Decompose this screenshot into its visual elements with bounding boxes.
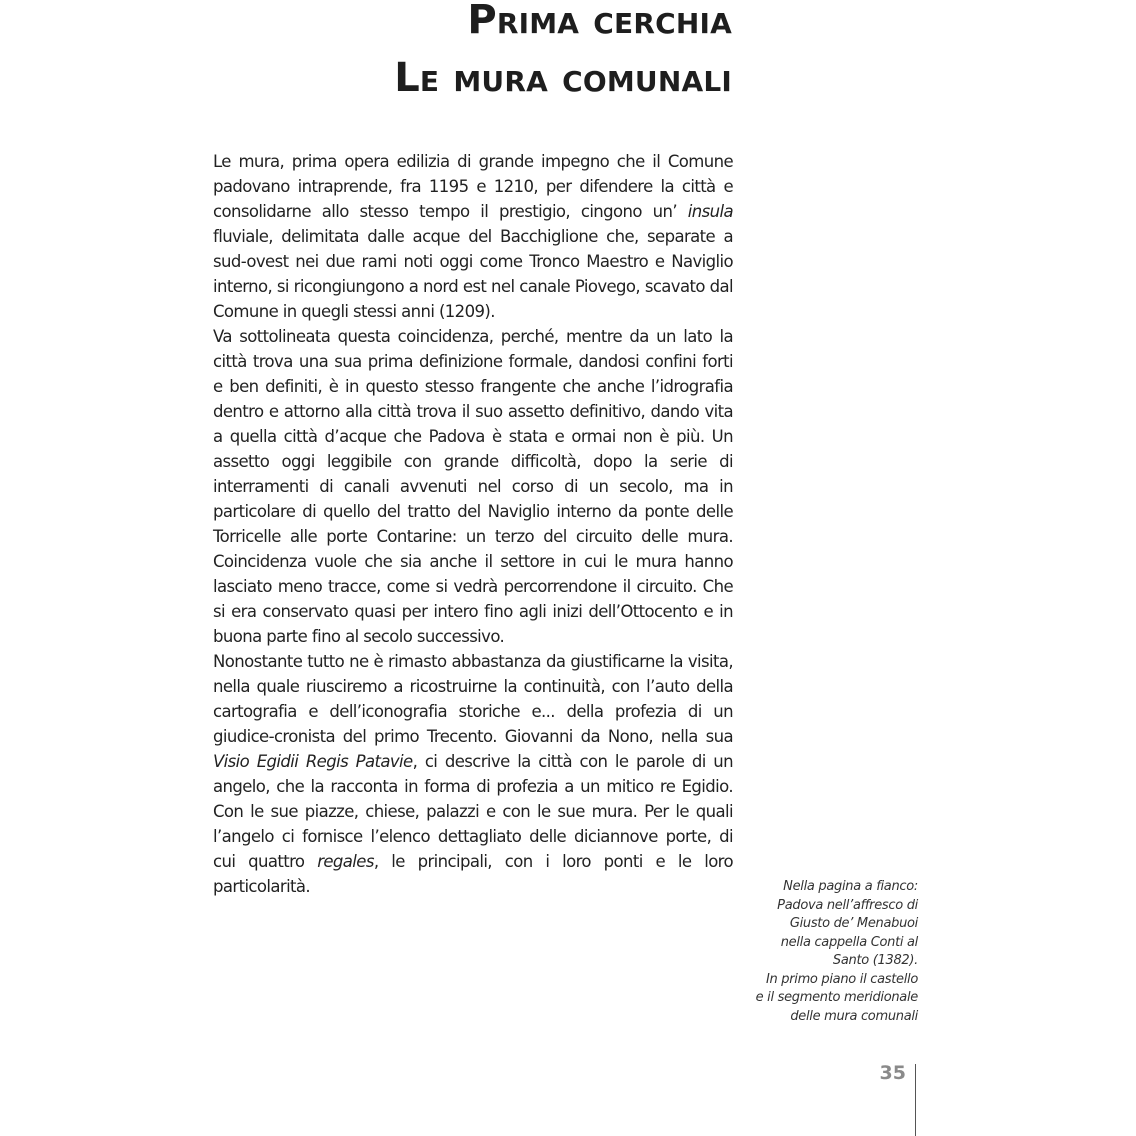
- page-title-line-1: Prima cerchia: [467, 0, 732, 43]
- caption-line: Giusto de’ Menabuoi: [789, 916, 918, 931]
- paragraph-1-italic-insula: insula: [687, 202, 733, 221]
- caption-line: nella cappella Conti al: [780, 934, 918, 950]
- paragraph-1: [213, 149, 733, 324]
- caption-line: In primo piano il castello: [765, 971, 918, 987]
- body-text: [213, 149, 733, 899]
- caption-line: Nella pagina a fianco:: [783, 879, 918, 894]
- paragraph-1-text-a: Le mura, prima opera edilizia di grande impegno che il Comune padovano intraprende, fra 1195 e 1210, per difendere la città e consolidarne allo stesso tempo il prestigio, cingono un’: [213, 152, 733, 221]
- paragraph-3: [213, 649, 733, 899]
- image-caption: [698, 878, 918, 1026]
- caption-line: e il segmento meridionale: [755, 990, 918, 1005]
- caption-line: delle mura comunali: [790, 1008, 918, 1024]
- page-number: 35: [879, 1062, 906, 1084]
- paragraph-3-italic-regales: regales: [317, 852, 374, 871]
- paragraph-3-text-b: , ci descrive la città con le parole di un angelo, che la racconta in forma di profezia a un mitico re Egidio. Con le sue piazze, chiese, palazzi e con le sue mura. Per le quali l’angelo ci fornisce l’elenco dettagliato delle diciannove porte, di cui quattro: [213, 752, 733, 871]
- paragraph-3-italic-title: Visio Egidii Regis Patavie: [213, 752, 413, 771]
- paragraph-2: Va sottolineata questa coincidenza, perché, mentre da un lato la città trova una sua prima definizione formale, dandosi confini forti e ben definiti, è in questo stesso frangente che anche l’idrografia dentro e attorno alla città trova il suo assetto definitivo, dando vita a quella città d’acque che Padova è stata e ormai non è più. Un assetto oggi leggibile con grande difficoltà, dopo la serie di interramenti di canali avvenuti nel corso di un secolo, ma in particolare di quello del tratto del Naviglio interno da ponte delle Torricelle alle porte Contarine: un terzo del circuito delle mura. Coincidenza vuole che sia anche il settore in cui le mura hanno lasciato meno tracce, come si vedrà percorrendone il circuito. Che si era conservato quasi per intero fino agli inizi dell’Ottocento e in buona parte fino al secolo successivo.: [213, 327, 733, 646]
- caption-line: Santo (1382).: [832, 953, 918, 968]
- page-title-line-2: Le mura comunali: [394, 55, 732, 101]
- caption-line: Padova nell’affresco di: [777, 897, 918, 913]
- paragraph-1-text-b: fluviale, delimitata dalle acque del Bacchiglione che, separate a sud-ovest nei due rami noti oggi come Tronco Maestro e Naviglio interno, si ricongiungono a nord est nel canale Piovego, scavato dal Comune in quegli stessi anni (1209).: [213, 227, 733, 321]
- page-edge-rule: [915, 1064, 916, 1136]
- paragraph-3-text-a: Nonostante tutto ne è rimasto abbastanza da giustificarne la visita, nella quale riusciremo a ricostruirne la continuità, con l’auto della cartografia e dell’iconografia storiche e... della profezia di un giudice-cronista del primo Trecento. Giovanni da Nono, nella sua: [213, 652, 733, 746]
- paragraph-3-text-c: , le principali, con i loro ponti e le loro particolarità.: [213, 852, 734, 896]
